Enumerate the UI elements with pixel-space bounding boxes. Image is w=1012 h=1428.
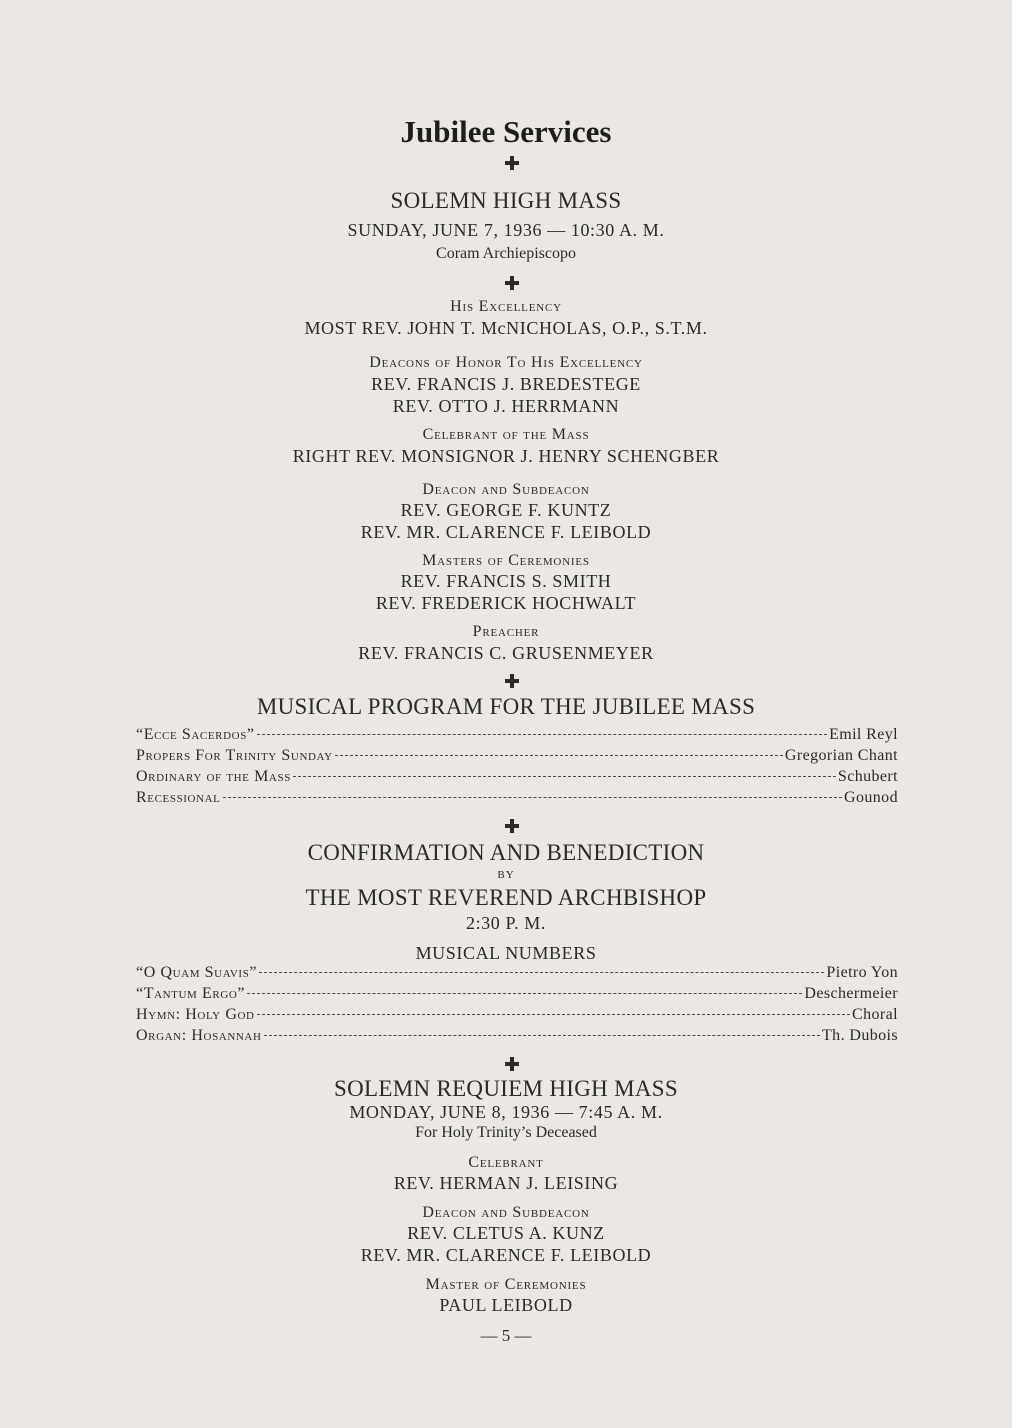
preacher-label: Preacher (472, 623, 540, 640)
page-title: Jubilee Services (400, 114, 612, 149)
preacher-name: REV. FRANCIS C. GRUSENMEYER (358, 643, 654, 663)
master-name: REV. FRANCIS S. SMITH (400, 571, 612, 591)
requiem-heading: SOLEMN REQUIEM HIGH MASS (334, 1076, 678, 1101)
page-number: — 5 — (480, 1326, 532, 1345)
celebrant-label: Celebrant of the Mass (422, 426, 590, 443)
mass-coram: Coram Archiepiscopo (436, 245, 576, 262)
musical-item-composer: Pietro Yon (826, 964, 898, 981)
program-row (136, 726, 898, 746)
deacon-name: REV. FRANCIS J. BREDESTEGE (371, 374, 641, 394)
program-heading: MUSICAL PROGRAM FOR THE JUBILEE MASS (256, 694, 756, 719)
cross-icon (505, 276, 519, 290)
archbishop-heading: THE MOST REVEREND ARCHBISHOP (305, 885, 707, 910)
program-item-label: Recessional (136, 789, 221, 806)
master-name: REV. FREDERICK HOCHWALT (375, 593, 637, 613)
dotted-leader (257, 734, 827, 735)
program-row (136, 747, 898, 767)
dotted-leader (259, 972, 824, 973)
mass-date: SUNDAY, JUNE 7, 1936 — 10:30 A. M. (347, 220, 665, 240)
dotted-leader (335, 755, 783, 756)
program-row (136, 768, 898, 788)
musical-item-composer: Choral (852, 1006, 898, 1023)
cross-icon (505, 819, 519, 833)
deacon-name: REV. OTTO J. HERRMANN (392, 396, 620, 416)
program-item-label: Propers For Trinity Sunday (136, 747, 333, 764)
requiem-deacon-subdeacon-label: Deacon and Subdeacon (422, 1204, 590, 1221)
program-row (136, 789, 898, 809)
excellency-name: MOST REV. JOHN T. McNICHOLAS, O.P., S.T.M. (304, 318, 708, 338)
program-item-composer: Schubert (837, 768, 898, 785)
confirmation-time: 2:30 P. M. (465, 913, 547, 933)
requiem-date: MONDAY, JUNE 8, 1936 — 7:45 A. M. (349, 1102, 663, 1122)
program-item-label: Ordinary of the Mass (136, 768, 291, 785)
program-item-label: “Ecce Sacerdos” (136, 726, 255, 743)
deacon-subdeacon-name: REV. GEORGE F. KUNTZ (400, 500, 612, 520)
musical-row (136, 985, 898, 1005)
musical-item-label: “Tantum Ergo” (136, 985, 246, 1002)
dotted-leader (257, 1014, 850, 1015)
dotted-leader (247, 993, 802, 994)
musical-item-composer: Deschermeier (804, 985, 898, 1002)
requiem-for: For Holy Trinity’s Deceased (415, 1124, 597, 1141)
confirmation-heading: CONFIRMATION AND BENEDICTION (307, 840, 705, 865)
requiem-master-label: Master of Ceremonies (425, 1276, 587, 1293)
requiem-deacon-subdeacon-name: REV. MR. CLARENCE F. LEIBOLD (360, 1245, 652, 1265)
deacon-subdeacon-name: REV. MR. CLARENCE F. LEIBOLD (360, 522, 652, 542)
requiem-master-name: PAUL LEIBOLD (439, 1295, 573, 1315)
musical-row (136, 964, 898, 984)
deacons-label: Deacons of Honor To His Excellency (369, 354, 643, 371)
musical-item-composer: Th. Dubois (822, 1027, 898, 1044)
deacon-subdeacon-label: Deacon and Subdeacon (422, 481, 590, 498)
dotted-leader (264, 1035, 820, 1036)
dotted-leader (293, 776, 836, 777)
musical-row (136, 1027, 898, 1047)
requiem-deacon-subdeacon-name: REV. CLETUS A. KUNZ (407, 1223, 605, 1243)
musical-item-label: “O Quam Suavis” (136, 964, 258, 981)
musical-numbers-heading: MUSICAL NUMBERS (415, 943, 597, 963)
program-item-composer: Gregorian Chant (784, 747, 898, 764)
requiem-celebrant-label: Celebrant (468, 1154, 544, 1171)
cross-icon (505, 1057, 519, 1071)
musical-row (136, 1006, 898, 1026)
excellency-label: His Excellency (450, 298, 562, 315)
celebrant-name: RIGHT REV. MONSIGNOR J. HENRY SCHENGBER (292, 446, 720, 466)
cross-icon (505, 674, 519, 688)
dotted-leader (223, 797, 843, 798)
mass-heading: SOLEMN HIGH MASS (390, 188, 622, 213)
cross-icon (505, 156, 519, 170)
program-item-composer: Gounod (844, 789, 898, 806)
program-item-composer: Emil Reyl (829, 726, 898, 743)
musical-item-label: Organ: Hosannah (136, 1027, 262, 1044)
masters-label: Masters of Ceremonies (422, 552, 590, 569)
requiem-celebrant-name: REV. HERMAN J. LEISING (393, 1173, 619, 1193)
musical-item-label: Hymn: Holy God (136, 1006, 255, 1023)
confirmation-by: BY (497, 869, 515, 881)
